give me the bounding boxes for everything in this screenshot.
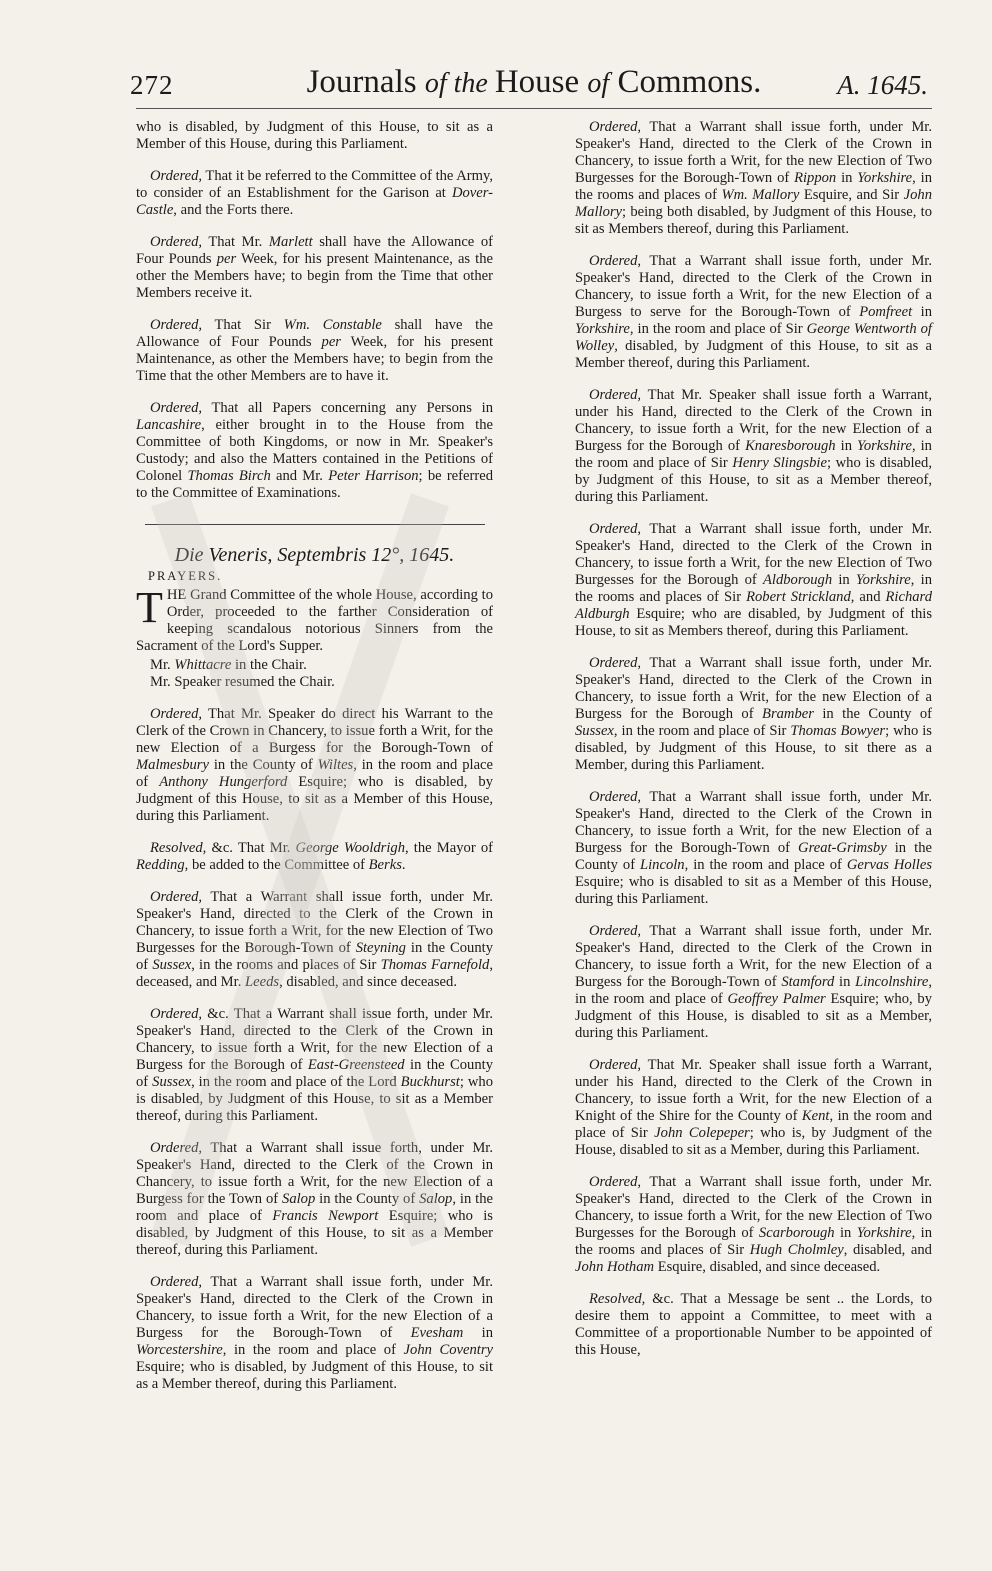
- section-divider: [145, 524, 485, 525]
- two-column-body: [136, 119, 932, 1408]
- paragraph: Resolved, &c. That a Message be sent .. the Lords, to desire them to appoint a Committee, to meet with a Committee of a proportionable Number to be appointed of this House,: [575, 1291, 932, 1358]
- paragraph: Ordered, That a Warrant shall issue forth, under Mr. Speaker's Hand, directed to the Clerk of the Crown in Chancery, to issue forth a Writ, for the new Election of Two Burgesses for the Borough-Town of Rippon in Yorkshire, in the rooms and places of Wm. Mallory Esquire, and Sir John Mallory; being both disabled, by Judgment of this House, to sit as Members thereof, during this Parliament.: [575, 119, 932, 237]
- paragraph: Ordered, That a Warrant shall issue forth, under Mr. Speaker's Hand, directed to the Clerk of the Crown in Chancery, to issue forth a Writ, for the new Election of Two Burgesses for the Borough-Town of Steyning in the County of Sussex, in the rooms and places of Sir Thomas Farnefold, deceased, and Mr. Leeds, disabled, and since deceased.: [136, 889, 493, 990]
- chair-line: Mr. Whittacre in the Chair.: [150, 657, 307, 673]
- paragraph: Ordered, That Mr. Speaker shall issue forth a Warrant, under his Hand, directed to the Clerk of the Crown in Chancery, to issue forth a Writ, for the new Election of a Burgess for the Borough of Knaresborough in Yorkshire, in the room and place of Sir Henry Slingsbie; who is disabled, by Judgment of this House, to sit as a Member thereof, during this Parliament.: [575, 387, 932, 505]
- paragraph: who is disabled, by Judgment of this House, to sit as a Member of this House, during this Parliament.: [136, 119, 493, 152]
- left-column: [136, 119, 493, 1408]
- paragraph: Ordered, That Mr. Speaker do direct his Warrant to the Clerk of the Crown in Chancery, to issue forth a Writ, for the new Election of a Burgess for the Borough-Town of Malmesbury in the County of Wiltes, in the room and place of Anthony Hungerford Esquire; who is disabled, by Judgment of this House, to sit as a Member of this House, during this Parliament.: [136, 706, 494, 824]
- paragraph: Resolved, &c. That Mr. George Wooldrigh, the Mayor of Redding, be added to the Committee of Berks.: [136, 840, 493, 873]
- paragraph: Ordered, That Mr. Speaker shall issue forth a Warrant, under his Hand, directed to the Clerk of the Crown in Chancery, to issue forth a Writ, for the new Election of a Knight of the Shire for the County of Kent, in the room and place of Sir John Colepeper; who is, by Judgment of the House, disabled to sit as a Member, during this Parliament.: [575, 1057, 933, 1158]
- right-column: [575, 119, 932, 1408]
- paragraph: Ordered, That a Warrant shall issue forth, under Mr. Speaker's Hand, directed to the Clerk of the Crown in Chancery, to issue forth a Writ, for the new Election of a Burgess for the Town of Salop in the County of Salop, in the room and place of Francis Newport Esquire; who is disabled, by Judgment of this House, to sit as a Member thereof, during this Parliament.: [136, 1140, 493, 1258]
- paragraph: Ordered, That a Warrant shall issue forth, under Mr. Speaker's Hand, directed to the Clerk of the Crown in Chancery, to issue forth a Writ, for the new Election of a Burgess for the Borough-Town of Great-Grimsby in the County of Lincoln, in the room and place of Gervas Holles Esquire; who is disabled to sit as a Member of this House, during this Parliament.: [575, 789, 932, 907]
- page-year: A. 1645.: [837, 70, 928, 100]
- page-number: 272: [130, 70, 174, 100]
- paragraph: Ordered, That Mr. Marlett shall have the Allowance of Four Pounds per Week, for his present Maintenance, as the other the Members have; to begin from the Time that other Members receive it.: [136, 234, 494, 301]
- chair-line: Mr. Speaker resumed the Chair.: [150, 674, 335, 690]
- paragraph: Ordered, That Sir Wm. Constable shall have the Allowance of Four Pounds per Week, for his present Maintenance, as other the Members have; to begin from the Time that the other Members are to have it.: [136, 317, 493, 384]
- paragraph: Ordered, That a Warrant shall issue forth, under Mr. Speaker's Hand, directed to the Clerk of the Crown in Chancery, to issue forth a Writ, for the new Election of Two Burgesses for the Borough of Scarborough in Yorkshire, in the rooms and places of Sir Hugh Cholmley, disabled, and John Hotham Esquire, disabled, and since deceased.: [575, 1174, 932, 1275]
- paragraph: Ordered, That a Warrant shall issue forth, under Mr. Speaker's Hand, directed to the Clerk of the Crown in Chancery, to issue forth a Writ, for the new Election of a Burgess for the Borough-Town of Stamford in Lincolnshire, in the room and place of Geoffrey Palmer Esquire; who, by Judgment of this House, is disabled to sit as a Member, during this Parliament.: [575, 923, 932, 1041]
- paragraph: THE Grand Committee of the whole House, according to Order, proceeded to the farther Consideration of keeping scandalous notorious Sinners from the Sacrament of the Lord's Supper.: [136, 583, 493, 654]
- paragraph: Ordered, That a Warrant shall issue forth, under Mr. Speaker's Hand, directed to the Clerk of the Crown in Chancery, to issue forth a Writ, for the new Election of a Burgess for the Borough-Town of Evesham in Worcestershire, in the room and place of John Coventry Esquire; who is disabled, by Judgment of this House, to sit as a Member thereof, during this Parliament.: [136, 1274, 494, 1392]
- paragraph: Ordered, That it be referred to the Committee of the Army, to consider of an Establishment for the Garison at Dover-Castle, and the Forts there.: [136, 168, 493, 218]
- paragraph: Ordered, That all Papers concerning any Persons in Lancashire, either brought in to the House from the Committee of both Kingdoms, or now in Mr. Speaker's Custody; and also the Matters contained in the Petitions of Colonel Thomas Birch and Mr. Peter Harrison; be referred to the Committee of Examinations.: [136, 400, 493, 501]
- paragraph: Ordered, That a Warrant shall issue forth, under Mr. Speaker's Hand, directed to the Clerk of the Crown in Chancery, to issue forth a Writ, for the new Election of a Burgess to serve for the Borough-Town of Pomfreet in Yorkshire, in the room and place of Sir George Wentworth of Wolley, disabled, by Judgment of this House, to sit as a Member thereof, during this Parliament.: [575, 253, 932, 371]
- prayers-label: PRAYERS.: [148, 569, 223, 583]
- paragraph: Ordered, &c. That a Warrant shall issue forth, under Mr. Speaker's Hand, directed to the Clerk of the Crown in Chancery, to issue forth a Writ, for the new Election of a Burgess for the Borough of East-Greensteed in the County of Sussex, in the room and place of the Lord Buckhurst; who is disabled, by Judgment of this House, to sit as a Member thereof, during this Parliament.: [136, 1006, 494, 1124]
- paragraph: Ordered, That a Warrant shall issue forth, under Mr. Speaker's Hand, directed to the Clerk of the Crown in Chancery, to issue forth a Writ, for the new Election of a Burgess for the Borough of Bramber in the County of Sussex, in the room and place of Sir Thomas Bowyer; who is disabled, by Judgment of this House, to sit there as a Member, during this Parliament.: [575, 655, 932, 773]
- drop-cap: T: [136, 583, 163, 632]
- paragraph: Ordered, That a Warrant shall issue forth, under Mr. Speaker's Hand, directed to the Clerk of the Crown in Chancery, to issue forth a Writ, for the new Election of Two Burgesses for the Borough of Aldborough in Yorkshire, in the rooms and places of Sir Robert Strickland, and Richard Aldburgh Esquire; who are disabled, by Judgment of this House, to sit as Members thereof, during this Parliament.: [575, 521, 932, 639]
- day-heading: Die Veneris, Septembris 12°, 1645.: [174, 544, 455, 566]
- page-header: [130, 62, 932, 109]
- running-title: Journals of the House of Commons.: [306, 64, 762, 100]
